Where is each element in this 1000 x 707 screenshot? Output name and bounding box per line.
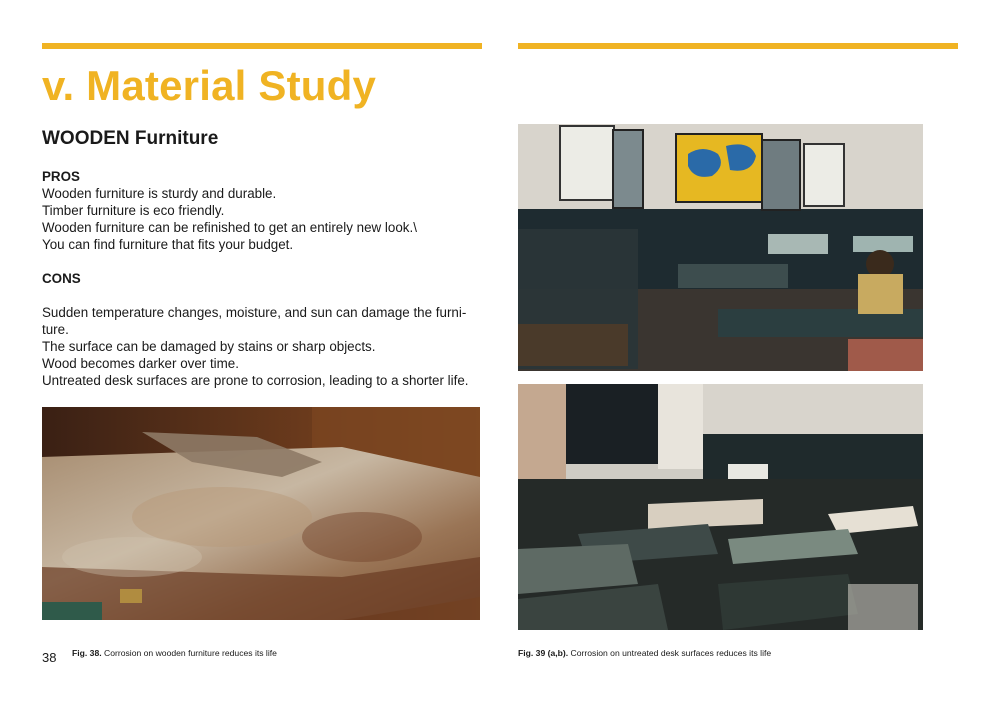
page-title: v. Material Study <box>42 62 377 109</box>
figure-38-text: Corrosion on wooden furniture reduces its life <box>104 648 277 658</box>
cons-item: The surface can be damaged by stains or sharp objects. <box>42 339 376 354</box>
pros-item: You can find furniture that fits your budget. <box>42 237 294 252</box>
body-text <box>42 168 482 389</box>
cons-item: Sudden temperature changes, moisture, and sun can damage the furni- <box>42 305 467 320</box>
pros-item: Timber furniture is eco friendly. <box>42 203 225 218</box>
cons-heading: CONS <box>42 271 81 286</box>
figure-39-text: Corrosion on untreated desk surfaces reduces its life <box>570 648 772 658</box>
classroom-photo-b <box>518 384 923 630</box>
cons-item: ture. <box>42 322 69 337</box>
cons-item: Untreated desk surfaces are prone to corrosion, leading to a shorter life. <box>42 373 469 388</box>
section-subtitle: WOODEN Furniture <box>42 128 219 149</box>
pros-item: Wooden furniture can be refinished to get an entirely new look.\ <box>42 220 417 235</box>
page-number: 38 <box>42 650 57 665</box>
classroom-photo-a <box>518 124 923 371</box>
pros-item: Wooden furniture is sturdy and durable. <box>42 186 277 201</box>
figure-38-label: Fig. 38. <box>72 648 102 658</box>
accent-rule-right <box>518 43 958 49</box>
figure-39-label: Fig. 39 (a,b). <box>518 648 569 658</box>
figure-39-caption <box>518 648 771 658</box>
figure-38-caption <box>72 648 277 658</box>
accent-rule-left <box>42 43 482 49</box>
cons-item: Wood becomes darker over time. <box>42 356 239 371</box>
pros-heading: PROS <box>42 169 80 184</box>
corroded-desk-photo <box>42 407 480 620</box>
